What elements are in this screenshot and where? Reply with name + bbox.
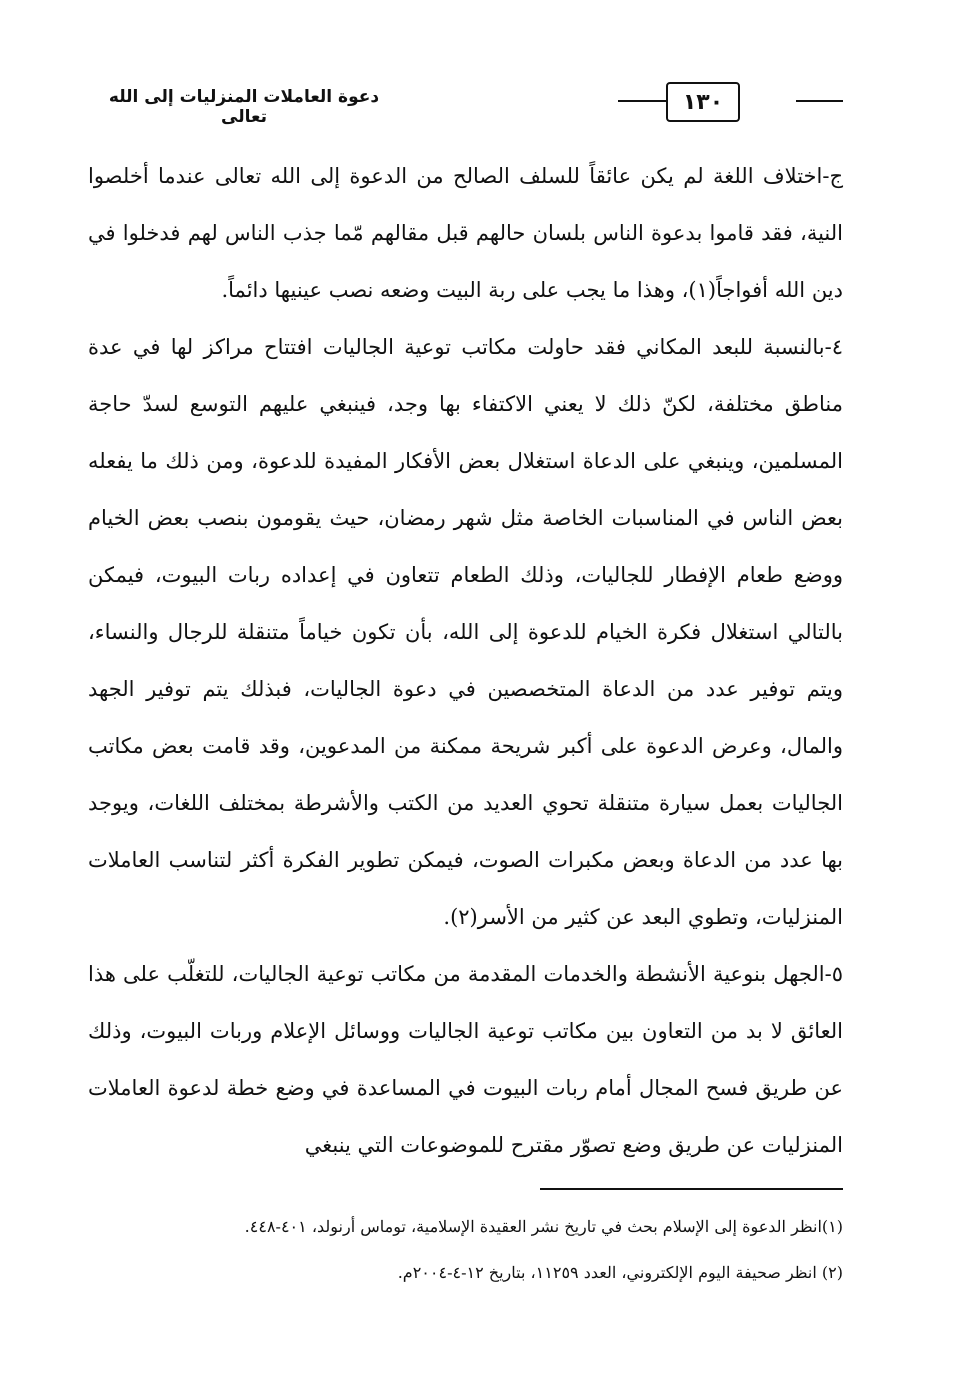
page-header — [88, 74, 843, 126]
body-text — [88, 148, 843, 1174]
running-title: دعوة العاملات المنزليات إلى الله تعالى — [88, 87, 400, 127]
page-number: ١٣٠ — [666, 82, 740, 122]
paragraph-awareness-barrier: ٥-الجهل بنوعية الأنشطة والخدمات المقدمة من مكاتب توعية الجاليات، للتغلّب على هذا العائق لا بد من التعاون بين مكاتب توعية الجاليات ووسائل الإعلام وربات البيوت، وذلك عن طريق فسح المجال أمام ربات البيوت في المساعدة في وضع خطة لدعوة العاملات المنزليات عن طريق وضع تصوّر مقترح للموضوعات التي ينبغي — [88, 962, 843, 1157]
paragraph-distance-barrier: ٤-بالنسبة للبعد المكاني فقد حاولت مكاتب توعية الجاليات افتتاح مراكز لها في عدة مناطق مختلفة، لكنّ ذلك لا يعني الاكتفاء بها وجد، فينبغي عليهم التوسع لسدّ حاجة المسلمين، وينبغي على الدعاة استغلال بعض الأفكار المفيدة للدعوة، ومن ذلك ما يفعله بعض الناس في المناسبات الخاصة مثل شهر رمضان، حيث يقومون بنصب بعض الخيام ووضع طعام الإفطار للجاليات، وذلك الطعام تتعاون في إعداده ربات البيوت، فيمكن بالتالي استغلال فكرة الخيام للدعوة إلى الله، بأن تكون خياماً متنقلة للرجال والنساء، ويتم توفير عدد من الدعاة المتخصصين في دعوة الجاليات، فبذلك يتم توفير الجهد والمال، وعرض الدعوة على أكبر شريحة ممكنة من المدعوين، وقد قامت بعض مكاتب الجاليات بعمل سيارة متنقلة تحوي العديد من الكتب والأشرطة بمختلف اللغات، ويوجد بها عدد من الدعاة وبعض مكبرات الصوت، فيمكن تطوير الفكرة أكثر لتناسب العاملات المنزليات، وتطوي البعد عن كثير من الأسر(٢). — [88, 335, 843, 929]
header-rule-right — [796, 100, 843, 102]
footnote-1: (١)انظر الدعوة إلى الإسلام بحث في تاريخ نشر العقيدة الإسلامية، توماس أرنولد، ٤٠١-٤٤٨. — [244, 1217, 843, 1236]
paragraph-language-barrier: ج-اختلاف اللغة لم يكن عائقاً للسلف الصالح من الدعوة إلى الله تعالى عندما أخلصوا النية، فقد قاموا بدعوة الناس بلسان حالهم قبل مقالهم مّما جذب الناس لهم فدخلوا في دين الله أفواجاً(١)، وهذا ما يجب على ربة البيت وضعه نصب عينيها دائماً. — [88, 164, 843, 302]
footnote-separator — [540, 1188, 843, 1190]
footnotes — [88, 1204, 843, 1296]
footnote-2: (٢) انظر صحيفة اليوم الإلكتروني، العدد ١١٢٥٩، بتاريخ ١٢-٤-٢٠٠٤م. — [397, 1263, 843, 1282]
